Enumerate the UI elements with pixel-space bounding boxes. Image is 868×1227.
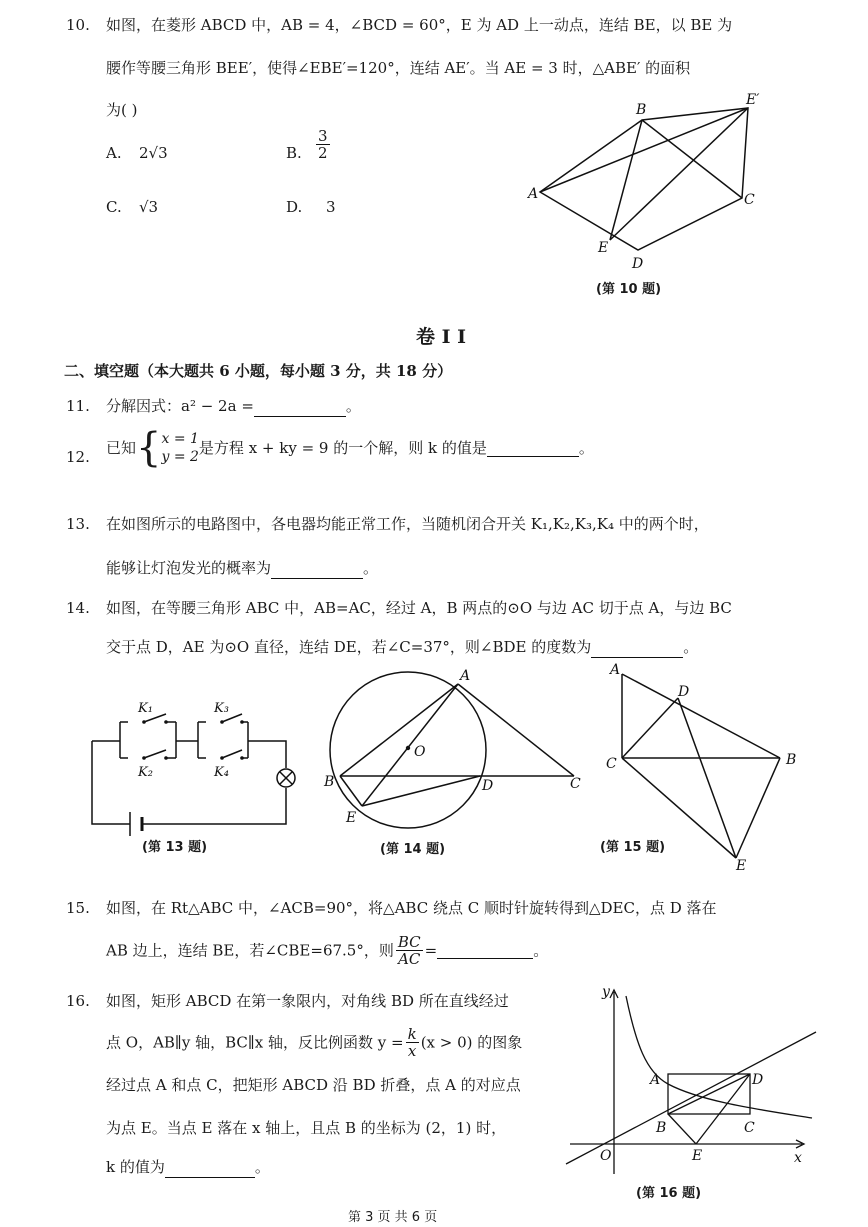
q16-label-x: x — [794, 1150, 802, 1166]
q14-end: 。 — [683, 638, 699, 656]
q16-line2-post: (x > 0) 的图象 — [420, 1033, 523, 1052]
q14-text-line2 — [106, 636, 698, 658]
q13-end: 。 — [363, 559, 379, 577]
q10-label-c: C — [744, 192, 755, 208]
q10-option-b-label: B. — [286, 144, 302, 162]
q14-answer-blank[interactable] — [591, 641, 683, 658]
q14-label-o: O — [414, 744, 426, 760]
q16-text-line1: 如图，矩形 ABCD 在第一象限内，对角线 BD 所在直线经过 — [106, 992, 509, 1010]
q10-option-c-label: C. — [106, 198, 122, 216]
q16-figure-caption: (第 16 题) — [636, 1186, 702, 1201]
q14-text-line1: 如图，在等腰三角形 ABC 中，AB=AC，经过 A，B 两点的⊙O 与边 AC 切于点 A，与边 BC — [106, 599, 732, 617]
q16-line2-pre: 点 O，AB∥y 轴，BC∥x 轴，反比例函数 y = — [106, 1033, 404, 1052]
q10-option-a-label: A. — [106, 144, 122, 162]
q15-prompt: AB 边上，连结 BE，若∠CBE=67.5°，则 — [106, 941, 394, 960]
q13-label-k3: K₃ — [214, 701, 229, 716]
q16-text-line4: 为点 E。当点 E 落在 x 轴上，且点 B 的坐标为 (2，1) 时， — [106, 1119, 507, 1137]
q16-fraction — [406, 1026, 419, 1059]
q10-text-line2: 腰作等腰三角形 BEE′，使得∠EBE′=120°，连结 AE′。当 AE = 3 时，△ABE′ 的面积 — [106, 59, 691, 77]
q10-option-a-value: 2√3 — [139, 144, 168, 162]
q16-figure — [562, 984, 824, 1180]
q12-text — [106, 425, 594, 471]
q12-system-line2: y = 2 — [161, 449, 199, 465]
q13-label-k1: K₁ — [138, 701, 153, 716]
q16-label-a: A — [650, 1072, 661, 1088]
q15-label-d: D — [678, 684, 690, 700]
q13-label-k2: K₂ — [138, 765, 153, 780]
q15-equals: = — [424, 941, 438, 960]
q16-prompt: k 的值为 — [106, 1158, 165, 1176]
q16-end: 。 — [254, 1158, 270, 1176]
q16-label-d: D — [752, 1072, 764, 1088]
q10-label-d: D — [632, 256, 644, 272]
q13-number: 13. — [66, 515, 90, 533]
q15-answer-blank[interactable] — [437, 942, 533, 959]
q10-label-b: B — [636, 102, 647, 118]
q12-brace: { — [136, 425, 162, 471]
q13-text-line2 — [106, 557, 378, 579]
page-footer: 第 3 页 共 6 页 — [348, 1210, 438, 1225]
q11-answer-blank[interactable] — [254, 400, 346, 417]
q14-number: 14. — [66, 599, 90, 617]
q16-number: 16. — [66, 992, 90, 1010]
q12-post: 是方程 x + ky = 9 的一个解，则 k 的值是 — [198, 439, 487, 457]
q10-label-e: E — [598, 240, 609, 256]
q14-label-d: D — [482, 778, 494, 794]
q10-label-a: A — [528, 186, 539, 202]
q12-pre: 已知 — [106, 439, 137, 457]
q10-option-b-numerator: 3 — [318, 127, 328, 145]
q13-figure-caption: (第 13 题) — [142, 840, 208, 855]
q10-option-d-label: D. — [286, 198, 303, 216]
q16-label-e: E — [692, 1148, 703, 1164]
q16-fraction-numerator: k — [407, 1025, 417, 1043]
q14-figure — [320, 664, 590, 829]
q16-fraction-denominator: x — [407, 1042, 417, 1060]
volume-title: 卷 I I — [416, 326, 467, 348]
q15-label-b: B — [786, 752, 797, 768]
q11-prompt: 分解因式：a² − 2a = — [106, 397, 254, 415]
q14-prompt: 交于点 D，AE 为⊙O 直径，连结 DE，若∠C=37°，则∠BDE 的度数为 — [106, 638, 592, 656]
q16-label-y: y — [602, 984, 610, 1000]
q14-label-c: C — [570, 776, 581, 792]
q11-end: 。 — [345, 397, 361, 415]
q13-label-k4: K₄ — [214, 765, 229, 780]
section-heading: 二、填空题（本大题共 6 小题，每小题 3 分，共 18 分） — [64, 362, 453, 380]
q16-text-line5 — [106, 1156, 270, 1178]
q15-label-e: E — [736, 858, 747, 873]
q16-text-line2 — [106, 1026, 522, 1059]
q13-prompt: 能够让灯泡发光的概率为 — [106, 559, 272, 577]
q16-label-o: O — [600, 1148, 612, 1164]
q15-number: 15. — [66, 899, 90, 917]
q10-option-b-denominator: 2 — [318, 144, 328, 162]
q11-number: 11. — [66, 397, 90, 415]
q13-answer-blank[interactable] — [271, 562, 363, 579]
q10-label-e-prime: E′ — [746, 92, 760, 108]
q12-system-line1: x = 1 — [161, 431, 199, 447]
q15-label-a: A — [610, 662, 621, 678]
q15-text-line2 — [106, 934, 548, 967]
q10-text-line3: 为( ) — [106, 101, 138, 119]
q10-option-c-value: √3 — [139, 198, 159, 216]
q12-end: 。 — [578, 439, 594, 457]
q14-label-a: A — [460, 668, 471, 684]
q13-circuit-figure — [80, 696, 300, 841]
q14-label-b: B — [324, 774, 335, 790]
q10-figure-caption: (第 10 题) — [596, 282, 662, 297]
q12-system — [161, 430, 198, 466]
q15-fraction-numerator: BC — [397, 933, 421, 951]
q14-figure-caption: (第 14 题) — [380, 842, 446, 857]
q16-answer-blank[interactable] — [165, 1161, 255, 1178]
q12-number: 12. — [66, 448, 90, 466]
q15-fraction-denominator: AC — [398, 950, 421, 968]
q10-text-line1: 如图，在菱形 ABCD 中，AB = 4，∠BCD = 60°，E 为 AD 上一动点，连结 BE，以 BE 为 — [106, 16, 733, 34]
q16-label-b: B — [656, 1120, 667, 1136]
q10-number: 10. — [66, 16, 90, 34]
q10-figure — [520, 92, 780, 277]
q16-text-line3: 经过点 A 和点 C，把矩形 ABCD 沿 BD 折叠，点 A 的对应点 — [106, 1076, 521, 1094]
q15-end: 。 — [533, 941, 549, 960]
q10-option-d-value: 3 — [326, 198, 336, 216]
q13-text-line1: 在如图所示的电路图中，各电器均能正常工作，当随机闭合开关 K₁,K₂,K₃,K₄ 中的两个时， — [106, 515, 709, 533]
q15-label-c: C — [606, 756, 617, 772]
q16-label-c: C — [744, 1120, 755, 1136]
q14-label-e: E — [346, 810, 357, 826]
q10-option-b-fraction — [314, 128, 332, 161]
q15-fraction — [396, 934, 423, 967]
q11-text — [106, 395, 361, 417]
q15-text-line1: 如图，在 Rt△ABC 中，∠ACB=90°，将△ABC 绕点 C 顺时针旋转得到△DEC，点 D 落在 — [106, 899, 717, 917]
q15-figure-caption: (第 15 题) — [600, 840, 666, 855]
q12-answer-blank[interactable] — [487, 440, 579, 457]
